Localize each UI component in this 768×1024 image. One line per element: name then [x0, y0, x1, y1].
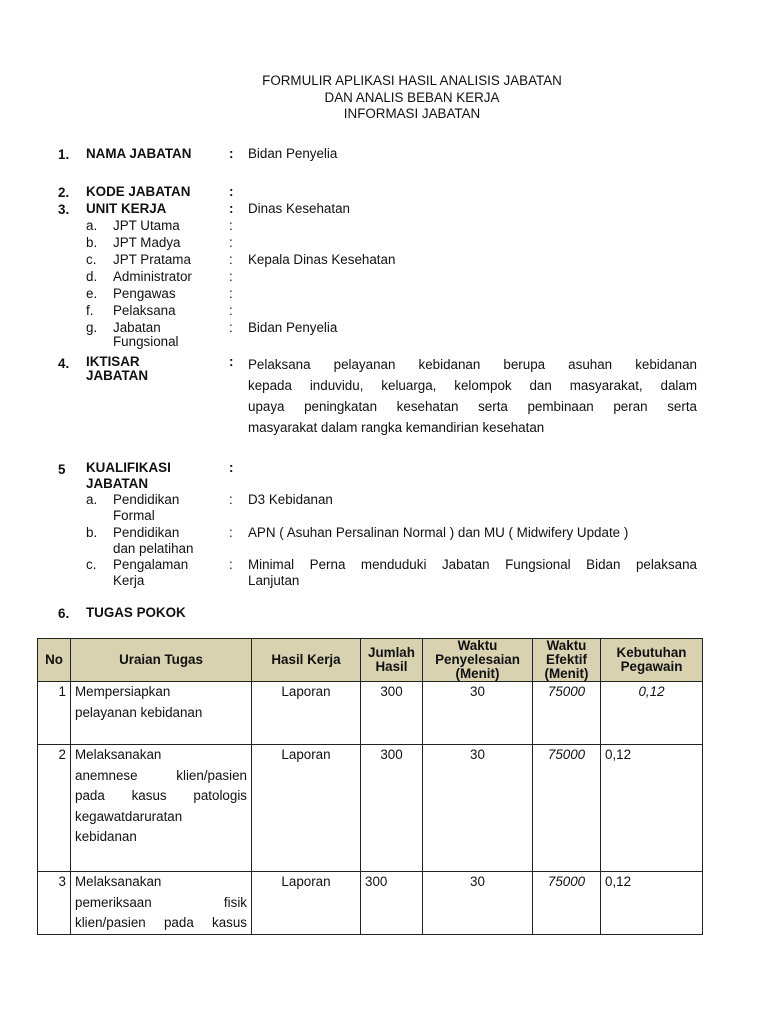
- colon: :: [229, 218, 233, 233]
- cell-uraian: Mempersiapkan pelayanan kebidanan: [71, 682, 252, 745]
- label-administrator: Administrator: [113, 269, 192, 284]
- pengalaman-line: Lanjutan: [248, 573, 300, 588]
- doc-title-line1: FORMULIR APLIKASI HASIL ANALISIS JABATAN: [262, 73, 562, 88]
- cell-hasil: Laporan: [252, 872, 361, 935]
- item-letter: e.: [86, 286, 98, 301]
- item-letter: c.: [86, 252, 97, 267]
- label-tugas-pokok: TUGAS POKOK: [86, 605, 186, 620]
- table-row: [38, 682, 703, 745]
- cell-jumlah: 300: [361, 872, 423, 935]
- table-row: [38, 745, 703, 872]
- colon: :: [229, 303, 233, 318]
- colon: :: [229, 146, 234, 161]
- cell-kebutuhan: 0,12: [601, 682, 703, 745]
- label-pendidikan-formal: Pendidikan: [113, 492, 180, 507]
- colon: :: [229, 184, 234, 199]
- cell-jumlah: 300: [361, 682, 423, 745]
- label-kualifikasi-line2: JABATAN: [86, 476, 148, 491]
- cell-efektif: 75000: [533, 872, 601, 935]
- value-iktisar: [248, 354, 697, 438]
- section-num-iktisar: 4.: [58, 356, 70, 371]
- header-waktu-efektif: Waktu Efektif (Menit): [533, 639, 601, 682]
- label-nama-jabatan: NAMA JABATAN: [86, 146, 192, 161]
- label-jpt-pratama: JPT Pratama: [113, 252, 191, 267]
- table-header-row: [38, 639, 703, 682]
- colon: :: [229, 235, 233, 250]
- table-row: [38, 872, 703, 935]
- section-num-kode: 2.: [58, 185, 70, 200]
- section-num-nama: 1.: [58, 147, 70, 162]
- item-letter: g.: [86, 320, 98, 335]
- cell-efektif: 75000: [533, 745, 601, 872]
- cell-uraian: Melaksanakan pemeriksaan fisik klien/pasien pada kasus: [71, 872, 252, 935]
- item-letter: b.: [86, 235, 98, 250]
- item-letter: c.: [86, 557, 97, 572]
- cell-kebutuhan: 0,12: [601, 745, 703, 872]
- iktisar-line: masyarakat dalam rangka kemandirian kesehatan: [248, 420, 545, 435]
- iktisar-line: upaya peningkatan kesehatan serta pembinaan peran serta: [248, 399, 697, 414]
- colon: :: [229, 460, 234, 475]
- item-letter: f.: [86, 303, 94, 318]
- header-kebutuhan: Kebutuhan Pegawain: [601, 639, 703, 682]
- tugas-table: [37, 638, 703, 935]
- label-pelaksana: Pelaksana: [113, 303, 176, 318]
- label-jabatan-fungsional-line2: Fungsional: [113, 334, 179, 349]
- label-pengalaman-kerja: Pengalaman: [113, 557, 189, 572]
- item-letter: d.: [86, 269, 98, 284]
- colon: :: [229, 201, 234, 216]
- header-no: No: [38, 639, 71, 682]
- colon: :: [229, 354, 234, 369]
- label-jpt-utama: JPT Utama: [113, 218, 180, 233]
- value-pendidikan-formal: D3 Kebidanan: [248, 492, 333, 507]
- cell-hasil: Laporan: [252, 745, 361, 872]
- value-nama-jabatan: Bidan Penyelia: [248, 146, 338, 161]
- colon: :: [229, 320, 233, 335]
- colon: :: [229, 557, 233, 572]
- header-waktu-penyelesaian: Waktu Penyelesaian (Menit): [423, 639, 533, 682]
- section-num-tugas: 6.: [58, 606, 70, 621]
- value-jabatan-fungsional: Bidan Penyelia: [248, 320, 338, 335]
- cell-efektif: 75000: [533, 682, 601, 745]
- colon: :: [229, 525, 233, 540]
- label-pengawas: Pengawas: [113, 286, 176, 301]
- label-pengalaman-kerja-line2: Kerja: [113, 573, 145, 588]
- section-num-kualifikasi: 5: [58, 462, 66, 477]
- item-letter: a.: [86, 218, 98, 233]
- cell-waktu: 30: [423, 872, 533, 935]
- label-jabatan-fungsional: Jabatan: [113, 320, 161, 335]
- cell-jumlah: 300: [361, 745, 423, 872]
- label-kualifikasi: KUALIFIKASI: [86, 460, 171, 475]
- label-unit-kerja: UNIT KERJA: [86, 201, 167, 216]
- header-hasil: Hasil Kerja: [252, 639, 361, 682]
- colon: :: [229, 252, 233, 267]
- item-letter: b.: [86, 525, 98, 540]
- colon: :: [229, 286, 233, 301]
- cell-no: 3: [38, 872, 71, 935]
- cell-hasil: Laporan: [252, 682, 361, 745]
- label-iktisar-line2: JABATAN: [86, 368, 148, 383]
- value-pengalaman-kerja: [248, 557, 697, 589]
- iktisar-line: Pelaksana pelayanan kebidanan berupa asuhan kebidanan: [248, 357, 697, 372]
- header-jumlah: Jumlah Hasil: [361, 639, 423, 682]
- doc-title-line2: DAN ANALIS BEBAN KERJA: [324, 90, 500, 105]
- cell-waktu: 30: [423, 745, 533, 872]
- cell-no: 2: [38, 745, 71, 872]
- colon: :: [229, 492, 233, 507]
- section-num-unit: 3.: [58, 202, 70, 217]
- value-unit-kerja: Dinas Kesehatan: [248, 201, 350, 216]
- pengalaman-line: Minimal Perna menduduki Jabatan Fungsional Bidan pelaksana: [248, 557, 697, 572]
- label-pendidikan-pelatihan: Pendidikan: [113, 525, 180, 540]
- doc-title-line3: INFORMASI JABATAN: [343, 106, 481, 121]
- label-pendidikan-pelatihan-line2: dan pelatihan: [113, 541, 194, 556]
- value-pendidikan-pelatihan: APN ( Asuhan Persalinan Normal ) dan MU ( Midwifery Update ): [248, 525, 629, 540]
- cell-uraian: Melaksanakan anemnese klien/pasien pada kasus patologis kegawatdaruratan kebidanan: [71, 745, 252, 872]
- colon: :: [229, 269, 233, 284]
- label-jpt-madya: JPT Madya: [113, 235, 181, 250]
- item-letter: a.: [86, 492, 98, 507]
- label-pendidikan-formal-line2: Formal: [113, 508, 155, 523]
- value-jpt-pratama: Kepala Dinas Kesehatan: [248, 252, 396, 267]
- header-uraian: Uraian Tugas: [71, 639, 252, 682]
- iktisar-line: kepada induvidu, keluarga, kelompok dan masyarakat, dalam: [248, 378, 697, 393]
- label-kode-jabatan: KODE JABATAN: [86, 184, 191, 199]
- cell-no: 1: [38, 682, 71, 745]
- label-iktisar: IKTISAR: [86, 354, 140, 369]
- cell-kebutuhan: 0,12: [601, 872, 703, 935]
- cell-waktu: 30: [423, 682, 533, 745]
